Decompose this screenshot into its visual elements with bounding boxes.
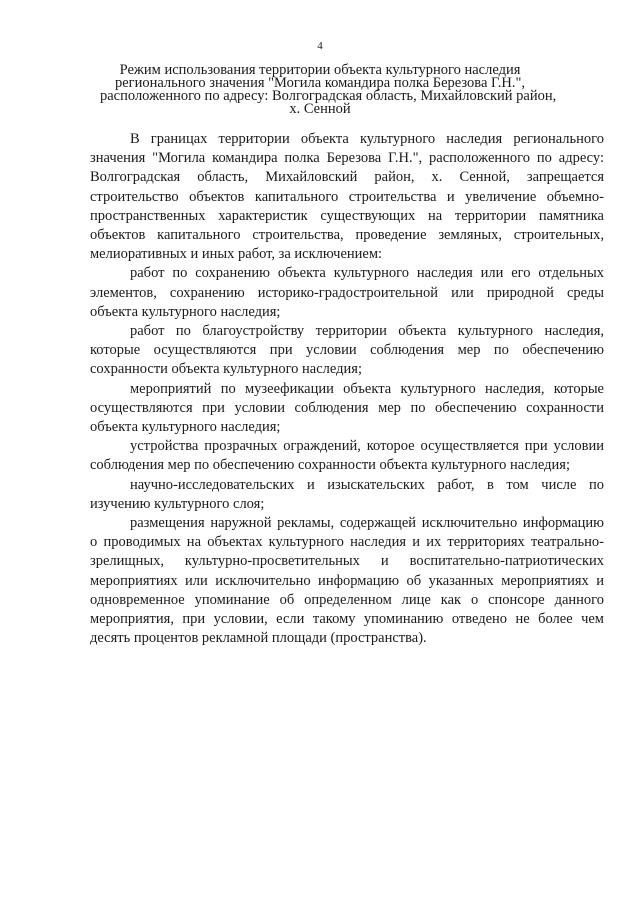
exception-item: мероприятий по музеефикации объекта культурного наследия, которые осуществляются при условии соблюдения мер по обеспечению сохранности объекта культурного наследия;: [90, 380, 604, 436]
exception-item: работ по сохранению объекта культурного наследия или его отдельных элементов, сохранению историко-градостроительной или природной среды объекта культурного наследия;: [90, 265, 604, 320]
title-line: расположенного по адресу: Волгоградская область, Михайловский район,: [100, 88, 557, 104]
exception-item: размещения наружной рекламы, содержащей исключительно информацию о проводимых на объектах культурного наследия и их территориях театрально-зрелищных, культурно-просветительных и воспитательно-патриотических мероприятиях или исключительно информацию об указанных мероприятиях и одновременное упоминание об определенном лице как о спонсоре данного мероприятия, при условии, если такому упоминанию отведено не более чем десять процентов рекламной площади (пространства).: [90, 515, 604, 647]
title-line: Режим использования территории объекта культурного наследия: [119, 62, 521, 78]
exception-item: работ по благоустройству территории объекта культурного наследия, которые осуществляются при условии соблюдения мер по обеспечению сохранности объекта культурного наследия;: [90, 323, 604, 378]
document-title: [100, 62, 557, 117]
title-line: регионального значения "Могила командира полка Березова Г.Н.",: [114, 75, 526, 91]
title-line: х. Сенной: [289, 101, 351, 117]
intro-paragraph: В границах территории объекта культурного наследия регионального значения "Могила командира полка Березова Г.Н.", расположенного по адресу: Волгоградская область, Михайловский район, х. Сенной, запрещается строительство объектов капитального строительства и увеличение объемно-пространственных характеристик существующих на территории памятника объектов капитального строительства, проведение земляных, строительных, мелиоративных и иных работ, за исключением:: [90, 131, 604, 263]
page-number: 4: [317, 40, 323, 52]
exception-item: устройства прозрачных ограждений, которое осуществляется при условии соблюдения мер по обеспечению сохранности объекта культурного наследия;: [90, 438, 604, 474]
exception-item: научно-исследовательских и изыскательских работ, в том числе по изучению культурного слоя;: [90, 476, 604, 512]
document-body: [90, 130, 604, 648]
